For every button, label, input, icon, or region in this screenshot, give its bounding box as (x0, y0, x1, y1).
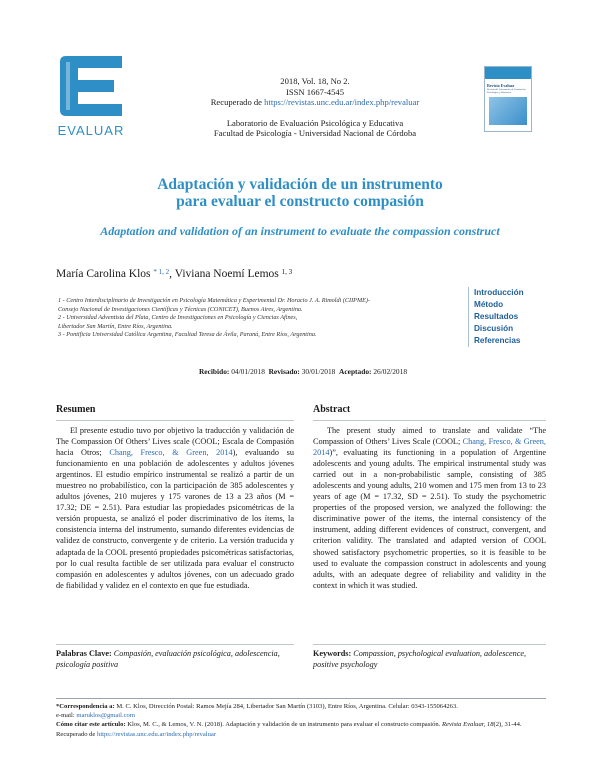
affiliation-1: 1 - Centro Interdisciplinario de Investigación en Psicología Matemática y Experimental Dr. Horacio J. A. Rimoldi (CIIPME)- (58, 297, 371, 304)
how-to-cite-journal: Revista Evaluar, 18 (442, 721, 494, 729)
evaluar-logo-icon (56, 54, 126, 118)
resumen-rule (56, 420, 294, 421)
nav-divider (468, 287, 469, 347)
title-spanish-line-2: para evaluar el constructo compasión (176, 193, 424, 210)
resumen-kw-rule (56, 644, 294, 645)
abstract-keywords-label: Keywords: (313, 649, 352, 658)
dates-line (138, 367, 468, 376)
resumen-keywords (56, 649, 294, 670)
cover-image (489, 97, 527, 125)
journal-cover-thumbnail (484, 66, 532, 132)
abstract-kw-rule (313, 644, 546, 645)
cover-title: Revista Evaluar (487, 83, 515, 88)
issue-line: 2018, Vol. 18, No 2. (280, 76, 350, 86)
title-spanish (60, 176, 540, 210)
abstract-heading: Abstract (313, 404, 351, 415)
how-to-cite (56, 720, 546, 738)
nav-discusion[interactable]: Discusión (474, 324, 514, 333)
abstract-rule (313, 420, 546, 421)
email-line (56, 711, 546, 720)
logo-wordmark: EVALUAR (57, 123, 125, 138)
issn-line: ISSN 1667-4545 (285, 86, 344, 97)
how-to-cite-url-link[interactable]: https://revistas.unc.edu.ar/index.php/revaluar (97, 730, 217, 738)
resumen-text-1: El presente estudio tuvo por objetivo la traducción y validación de The Compassion Of Others’ Lives scale (COOL; Escala de Compasión hacia Otros; (56, 426, 294, 458)
how-to-cite-text: Klos, M. C., & Lemos, V. N. (2018). Adaptación y validación de un instrumento para evaluar el constructo compasión. (125, 721, 443, 729)
author-1-affil[interactable]: * 1, 2 (153, 268, 170, 276)
footer-rule (56, 698, 546, 699)
resumen-heading: Resumen (56, 404, 96, 415)
resumen-body (56, 425, 294, 591)
title-english: Adaptation and validation of an instrument to evaluate the compassion construct (100, 224, 500, 238)
retrieved-prefix: Recuperado de (210, 97, 265, 108)
affiliation-2: 2 - Universidad Adventista del Plata, Centro de Investigaciones en Psicología y Ciencias Afines, (58, 314, 298, 321)
section-nav (474, 287, 554, 347)
correspondence-label: *Correspondencia a: (56, 703, 115, 710)
footer (56, 702, 546, 739)
author-separator: , (169, 268, 175, 280)
revised-label: Revisado: (268, 367, 300, 376)
correspondence-text: M. C. Klos, Dirección Postal: Ramos Mejía 284, Libertador San Martín (3103), Entre Ríos, Argentina. Celular: 0343-155064263. (114, 703, 458, 710)
resumen-citation-link[interactable]: Chang, Fresco, & Green, 2014 (109, 448, 233, 458)
email-link[interactable]: maruklos@gmail.com (76, 712, 135, 720)
lab-line: Laboratorio de Evaluación Psicológica y Educativa (226, 117, 404, 128)
accepted-date: 26/02/2018 (373, 367, 408, 376)
journal-url-link[interactable]: https://revistas.unc.edu.ar/index.php/revaluar (264, 97, 420, 108)
faculty-line: Facultad de Psicología - Universidad Nacional de Córdoba (213, 128, 417, 139)
author-2-affil: 1, 3 (281, 268, 293, 276)
abstract-text-2: )”, evaluating its functioning in a population of Argentine adolescents and young adults. The empirical instrumental study was carried out in a non-probabilistic sample, consisting of 385 adolescents and young adults, 210 women and 175 men from 13 to 23 years of age (M = 17.32, SD = 2.51). To study the psychometric properties of the proposed version, we analyzed the following: the discriminative power of the items, the internal consistency of the instrument, adding different evidences of construct, convergent, and criterion validity. The translated and adapted version of COOL showed satisfactory psychometric properties, so it is feasible to be used to evaluate the compassion construct in adolescents and young adults, with an adequate degree of reliability and validity in the context in which it was studied. (313, 448, 546, 590)
abstract-keywords-text: Compassion, psychological evaluation, adolescence, positive psychology (313, 649, 527, 669)
title-spanish-line-1: Adaptación y validación de un instrumento (157, 176, 443, 193)
resumen-text-2: ), evaluando su funcionamiento en una población de adolescentes y adultos jóvenes argentinos. El estudio empírico instrumental se realizó a partir de un muestreo no probabilístico, con la participación de 385 adolescentes y adultos jóvenes, 210 mujeres y 175 varones de 13 a 23 años (M = 17.32; DE = 2.51). Para estudiar las propiedades psicométricas de la versión propuesta, se analizó el poder discriminativo de los ítems, la consistencia interna del instrumento, sumando diferentes evidencias de validez de constructo, convergente y de criterio. La versión traducida y adaptada de la COOL presentó propiedades psicométricas satisfactorias, por lo cual resulta factible de ser utilizada para evaluar el constructo compasión en adolescentes y adultos jóvenes, con un adecuado grado de fiabilidad y validez en el contexto en que fue estudiada. (56, 448, 294, 590)
nav-introduccion[interactable]: Introducción (474, 288, 524, 297)
cover-caption: Revista del Laboratorio de Evaluación Psicológica y Educativa (487, 88, 526, 94)
nav-resultados[interactable]: Resultados (474, 312, 519, 321)
abstract-body (313, 425, 546, 591)
correspondence-line (56, 702, 546, 711)
abstract-text-1: The present study aimed to translate and validate “The Compassion of Others’ Lives Scale (COOL; (313, 426, 546, 447)
resumen-keywords-text: Compasión, evaluación psicológica, adolescencia, psicología positiva (56, 649, 280, 669)
received-date: 04/01/2018 (231, 367, 265, 376)
nav-metodo[interactable]: Método (474, 300, 504, 309)
affiliation-2-cont: Libertador San Martín, Entre Ríos, Argentina. (58, 322, 173, 330)
journal-info (185, 76, 445, 139)
cover-band (485, 67, 531, 79)
retrieved-line (185, 97, 445, 108)
nav-referencias[interactable]: Referencias (474, 336, 521, 345)
email-label: e-mail: (56, 712, 77, 720)
how-to-cite-label: Cómo citar este artículo: (56, 721, 126, 729)
affiliations (58, 297, 463, 340)
how-to-cite-rest: (2), 31-44. Recuperado de (56, 721, 522, 738)
author-2: Viviana Noemí Lemos (174, 268, 279, 280)
abstract-keywords (313, 649, 546, 670)
received-label: Recibido: (198, 367, 230, 376)
affiliation-3: 3 - Pontificia Universidad Católica Argentina, Facultad Teresa de Ávila, Paraná, Entre Ríos, Argentina. (58, 331, 317, 338)
resumen-keywords-label: Palabras Clave: (56, 649, 112, 658)
accepted-label: Aceptado: (339, 367, 372, 376)
authors-line (56, 268, 292, 280)
author-1: María Carolina Klos (56, 268, 151, 280)
revised-date: 30/01/2018 (301, 367, 336, 376)
affiliation-1-cont: Consejo Nacional de Investigaciones Científicas y Técnicas (CONICET), Buenos Aires, Argentina. (58, 305, 303, 313)
abstract-citation-link[interactable]: Chang, Fresco, & Green, 2014 (313, 437, 546, 458)
